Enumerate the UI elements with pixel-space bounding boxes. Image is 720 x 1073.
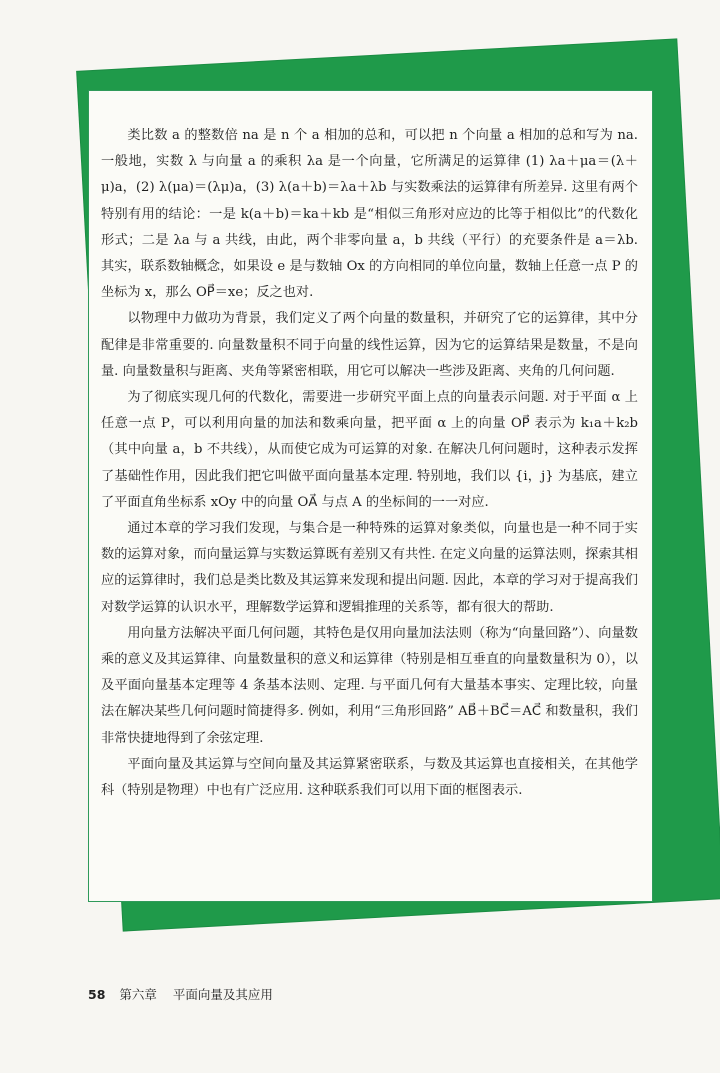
summary-text (101, 123, 638, 804)
page-footer (88, 985, 273, 1003)
chapter-label: 第六章 (119, 987, 157, 1002)
paragraph-basis-theorem: 为了彻底实现几何的代数化，需要进一步研究平面上点的向量表示问题. 对于平面 α 上任意一点 P，可以利用向量的加法和数乘向量，把平面 α 上的向量 OP⃗ 表示为 k₁a＋k₂b（其中向量 a，b 不共线），从而使它成为可运算的对象. 在解决几何问题时，这种表示发挥了基础性作用，因此我们把它叫做平面向量基本定理. 特别地，我们以 {i，j} 为基底，建立了平面直角坐标系 xOy 中的向量 OA⃗ 与点 A 的坐标间的一一对应. (101, 390, 638, 510)
paragraph-scalar-multiplication: 类比数 a 的整数倍 na 是 n 个 a 相加的总和，可以把 n 个向量 a 相加的总和写为 na. 一般地，实数 λ 与向量 a 的乘积 λa 是一个向量，它所满足的运算律 (1) λa＋μa＝(λ＋μ)a，(2) λ(μa)＝(λμ)a，(3) λ(a＋b)＝λa＋λb 与实数乘法的运算律有所差异. 这里有两个特别有用的结论：一是 k(a＋b)＝ka＋kb 是“相似三角形对应边的比等于相似比”的代数化形式；二是 λa 与 a 共线，由此，两个非零向量 a，b 共线（平行）的充要条件是 a＝λb. 其实，联系数轴概念，如果设 e 是与数轴 Ox 的方向相同的单位向量，数轴上任意一点 P 的坐标为 x，那么 OP⃗＝xe；反之也对. (101, 128, 638, 301)
paragraph-connections: 平面向量及其运算与空间向量及其运算紧密联系，与数及其运算也直接相关，在其他学科（特别是物理）中也有广泛应用. 这种联系我们可以用下面的框图表示. (101, 756, 638, 799)
paragraph-vector-geometry: 用向量方法解决平面几何问题，其特色是仅用向量加法法则（称为“向量回路”）、向量数乘的意义及其运算律、向量数量积的意义和运算律（特别是相互垂直的向量数量积为 0），以及平面向量基本定理等 4 条基本法则、定理. 与平面几何有大量基本事实、定理比较，向量法在解决某些几何问题时简捷得多. 例如，利用“三角形回路” AB⃗＋BC⃗＝AC⃗ 和数量积，我们非常快捷地得到了余弦定理. (101, 625, 638, 746)
paragraph-dot-product: 以物理中力做功为背景，我们定义了两个向量的数量积，并研究了它的运算律，其中分配律是非常重要的. 向量数量积不同于向量的线性运算，因为它的运算结果是数量，不是向量. 向量数量积与距离、夹角等紧密相联，用它可以解决一些涉及距离、夹角的几何问题. (101, 311, 638, 379)
paragraph-operation-objects: 通过本章的学习我们发现，与集合是一种特殊的运算对象类似，向量也是一种不同于实数的运算对象，而向量运算与实数运算既有差别又有共性. 在定义向量的运算法则，探索其相应的运算律时，我们总是类比数及其运算来发现和提出问题. 因此，本章的学习对于提高我们对数学运算的认识水平，理解数学运算和逻辑推理的关系等，都有很大的帮助. (101, 521, 638, 615)
page-number: 58 (88, 987, 106, 1002)
chapter-title: 平面向量及其应用 (172, 987, 273, 1002)
